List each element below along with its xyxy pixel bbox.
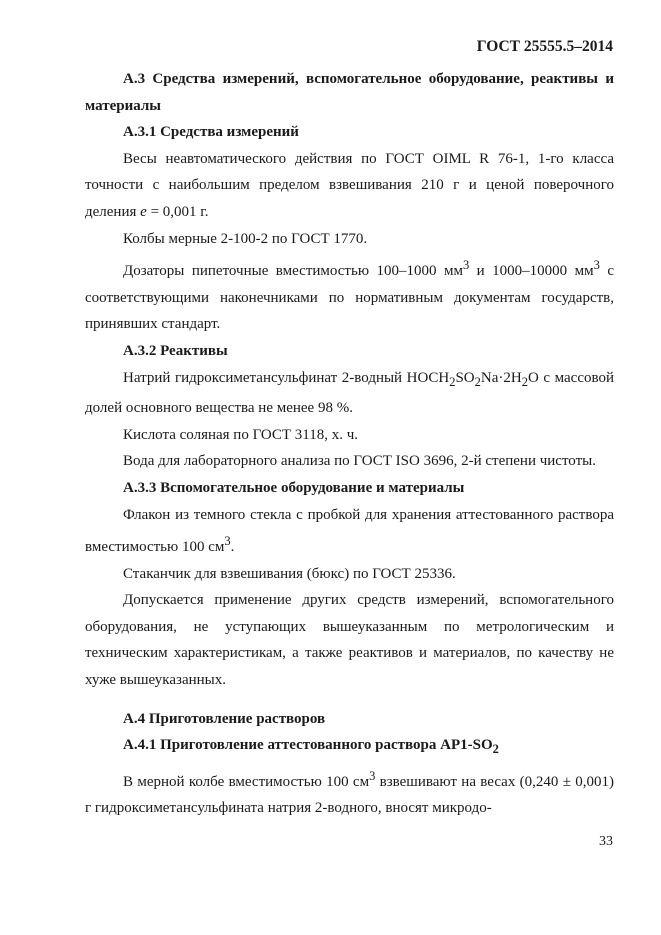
- section-a31-title: А.3.1 Средства измерений: [123, 124, 299, 141]
- paragraph-water: Вода для лабораторного анализа по ГОСТ ISO 3696, 2-й степени чистоты.: [123, 453, 596, 470]
- paragraph-sodium-reagent: Натрий гидроксиметансульфинат 2-водный $HOCH_2SO_2Na\cdot 2H_2O$ с массовой долей основного вещества не менее 98 %.: [85, 369, 614, 417]
- section-a41-title: А.4.1 Приготовление аттестованного раствора $АР1-SO_2$: [123, 737, 499, 757]
- section-a33-title: А.3.3 Вспомогательное оборудование и материалы: [123, 479, 465, 496]
- paragraph-dispensers: Дозаторы пипеточные вместимостью 100–1000 $мм^3$ и 1000–10000 $мм^3$ с соответствующими наконечниками по нормативным документам государств, принявших стандарт.: [85, 258, 614, 333]
- paragraph-hydrochloric-acid: Кислота соляная по ГОСТ 3118, х. ч.: [123, 426, 359, 443]
- paragraph-vial: Флакон из темного стекла с пробкой для хранения аттестованного раствора вместимостью 100 $см^3$.: [85, 506, 614, 556]
- paragraph-solution-prep: В мерной колбе вместимостью 100 $см^3$ взвешивают на весах (0,240 ± 0,001) г гидроксиметансульфината натрия 2-водного, вносят микродо-: [85, 768, 615, 817]
- document-body: [85, 66, 614, 822]
- paragraph-scales: Весы неавтоматического действия по ГОСТ OIML R 76-1, 1-го класса точности с наибольшим пределом взвешивания 210 г и ценой поверочного деления е = 0,001 г.: [85, 150, 614, 220]
- page-number: 33: [599, 834, 613, 849]
- section-a32-title: А.3.2 Реактивы: [123, 342, 228, 359]
- paragraph-flasks: Колбы мерные 2-100-2 по ГОСТ 1770.: [123, 230, 368, 247]
- standard-header: ГОСТ 25555.5–2014: [476, 38, 613, 55]
- section-a3-title: А.3 Средства измерений, вспомогательное оборудование, реактивы и материалы: [85, 71, 614, 114]
- paragraph-weighing-bottle: Стаканчик для взвешивания (бюкс) по ГОСТ 25336.: [123, 565, 456, 582]
- paragraph-alternatives: Допускается применение других средств измерений, вспомогательного оборудования, не уступающих вышеуказанным по метрологическим и техническим характеристикам, а также реактивов и материалов, по качеству не хуже вышеуказанных.: [85, 592, 614, 689]
- section-a4-title: А.4 Приготовление растворов: [123, 710, 326, 727]
